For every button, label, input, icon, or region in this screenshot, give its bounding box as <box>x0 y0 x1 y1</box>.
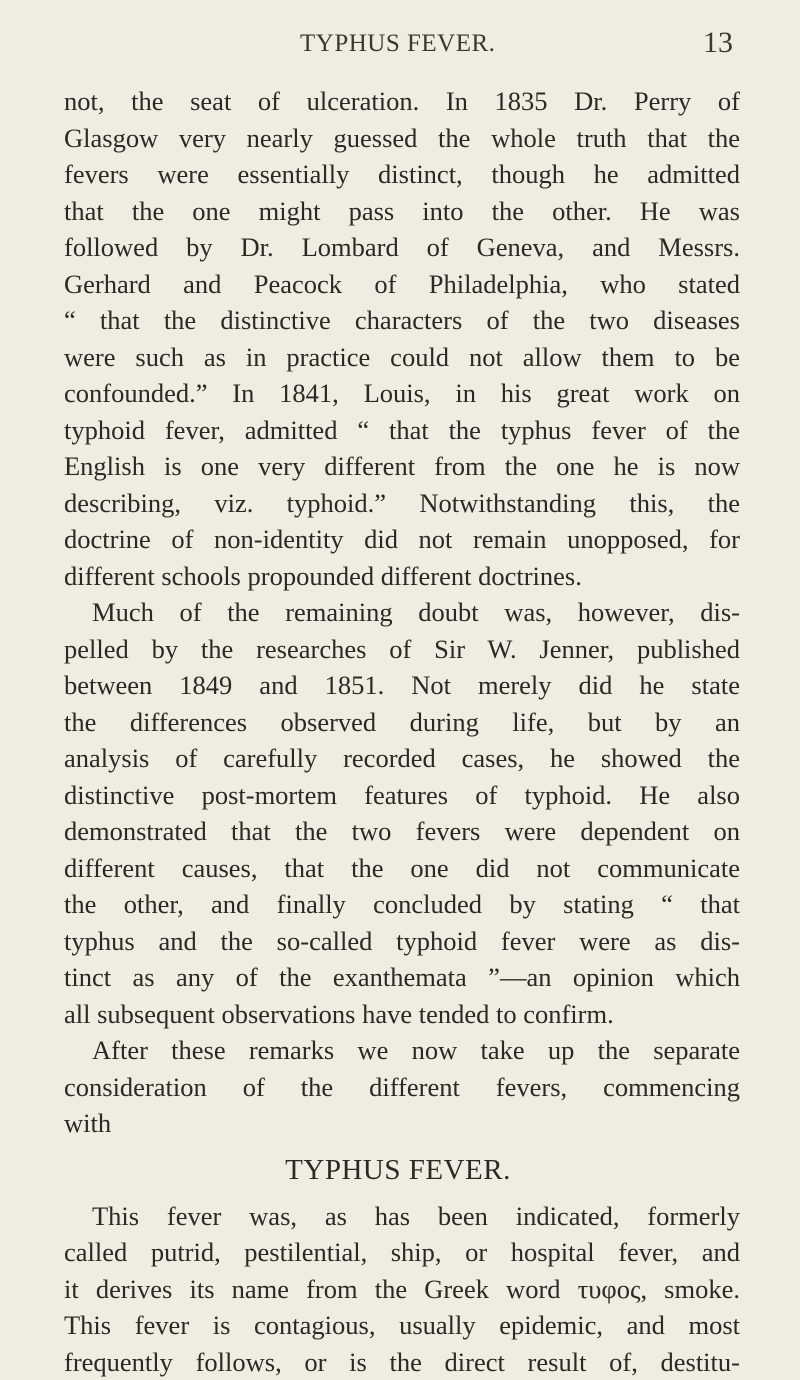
page-number: 13 <box>703 26 733 60</box>
text-line: confounded.” In 1841, Louis, in his great work on <box>64 375 740 412</box>
text-line: it derives its name from the Greek word τυφος, smoke. <box>64 1271 740 1308</box>
text-line: typhoid fever, admitted “ that the typhus fever of the <box>64 412 740 449</box>
body-text <box>64 83 740 1380</box>
text-line: Much of the remaining doubt was, however, dis- <box>64 594 740 631</box>
text-line: different causes, that the one did not communicate <box>64 850 740 887</box>
text-line: This fever is contagious, usually epidemic, and most <box>64 1307 740 1344</box>
text-line: describing, viz. typhoid.” Notwithstanding this, the <box>64 485 740 522</box>
running-head-title: TYPHUS FEVER. <box>300 30 495 58</box>
text-line: followed by Dr. Lombard of Geneva, and Messrs. <box>64 229 740 266</box>
text-line: that the one might pass into the other. He was <box>64 193 740 230</box>
text-line: not, the seat of ulceration. In 1835 Dr. Perry of <box>64 83 740 120</box>
text-line: “ that the distinctive characters of the two diseases <box>64 302 740 339</box>
text-line: the differences observed during life, but by an <box>64 704 740 741</box>
text-line: demonstrated that the two fevers were dependent on <box>64 813 740 850</box>
text-line: distinctive post-mortem features of typhoid. He also <box>64 777 740 814</box>
text-line: were such as in practice could not allow them to be <box>64 339 740 376</box>
text-line: consideration of the different fevers, commencing <box>64 1069 740 1106</box>
text-line: tinct as any of the exanthemata ”—an opinion which <box>64 959 740 996</box>
text-line: Glasgow very nearly guessed the whole truth that the <box>64 120 740 157</box>
paragraph-3 <box>64 1032 740 1142</box>
text-line: called putrid, pestilential, ship, or hospital fever, and <box>64 1234 740 1271</box>
text-line: between 1849 and 1851. Not merely did he state <box>64 667 740 704</box>
text-line: with <box>64 1105 740 1142</box>
text-line: pelled by the researches of Sir W. Jenner, published <box>64 631 740 668</box>
paragraph-2 <box>64 594 740 1032</box>
text-line: different schools propounded different doctrines. <box>64 558 740 595</box>
text-line: Gerhard and Peacock of Philadelphia, who stated <box>64 266 740 303</box>
paragraph-1 <box>64 83 740 594</box>
text-line: This fever was, as has been indicated, formerly <box>64 1198 740 1235</box>
text-line: typhus and the so-called typhoid fever were as dis- <box>64 923 740 960</box>
text-line: fevers were essentially distinct, though he admitted <box>64 156 740 193</box>
text-line: doctrine of non-identity did not remain unopposed, for <box>64 521 740 558</box>
text-line: After these remarks we now take up the separate <box>64 1032 740 1069</box>
text-line: analysis of carefully recorded cases, he showed the <box>64 740 740 777</box>
section-paragraph <box>64 1198 740 1380</box>
text-line: the other, and finally concluded by stating “ that <box>64 886 740 923</box>
text-line: frequently follows, or is the direct result of, destitu- <box>64 1344 740 1380</box>
text-line: all subsequent observations have tended to confirm. <box>64 996 740 1033</box>
section-heading: TYPHUS FEVER. <box>64 1148 740 1192</box>
text-line: English is one very different from the one he is now <box>64 448 740 485</box>
